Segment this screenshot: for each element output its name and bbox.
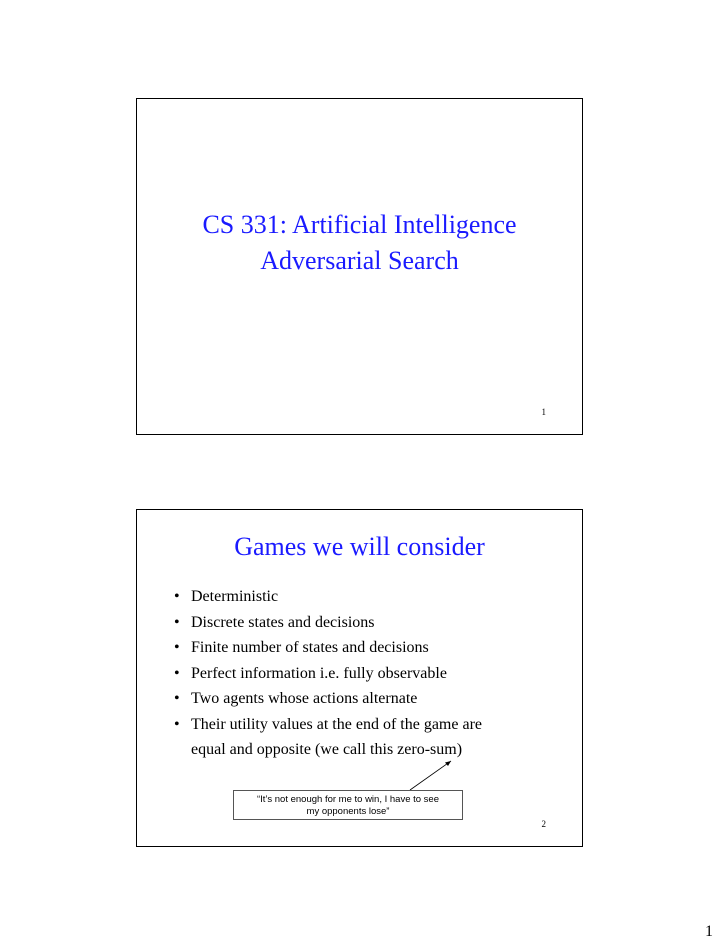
slide-title xyxy=(137,207,582,279)
bullet-text: Discrete states and decisions xyxy=(191,613,375,631)
bullet-text-line-1: Their utility values at the end of the game are xyxy=(191,715,482,733)
bullet-item xyxy=(174,635,482,661)
bullet-item xyxy=(174,584,482,610)
bullet-item xyxy=(174,610,482,636)
bullet-text: Finite number of states and decisions xyxy=(191,639,429,656)
bullet-dot: • xyxy=(174,715,180,733)
slide-number: 1 xyxy=(541,407,546,417)
title-line-2: Adversarial Search xyxy=(260,246,459,275)
callout-line-1: “It’s not enough for me to win, I have to see xyxy=(256,794,439,805)
bullet-dot: • xyxy=(174,588,180,605)
bullet-item xyxy=(174,686,482,712)
bullet-dot: • xyxy=(174,690,180,707)
page-number: 1 xyxy=(705,923,713,940)
bullet-item xyxy=(174,712,482,763)
bullet-text: Two agents whose actions alternate xyxy=(191,690,418,707)
slide-1 xyxy=(136,98,583,435)
bullet-item xyxy=(174,661,482,687)
bullet-list xyxy=(174,584,482,763)
slide-heading: Games we will consider xyxy=(234,532,485,561)
title-line-1: CS 331: Artificial Intelligence xyxy=(202,210,517,239)
slide-number: 2 xyxy=(541,819,546,829)
bullet-dot: • xyxy=(174,639,180,656)
slide-2 xyxy=(136,509,583,847)
bullet-text: Deterministic xyxy=(191,588,279,605)
bullet-dot: • xyxy=(174,613,180,631)
bullet-text: Perfect information i.e. fully observable xyxy=(191,664,447,682)
bullet-dot: • xyxy=(174,664,180,682)
callout-line-2: my opponents lose” xyxy=(306,805,390,817)
bullet-text-line-2: equal and opposite (we call this zero-sum) xyxy=(191,741,463,758)
quote-callout xyxy=(233,790,463,820)
